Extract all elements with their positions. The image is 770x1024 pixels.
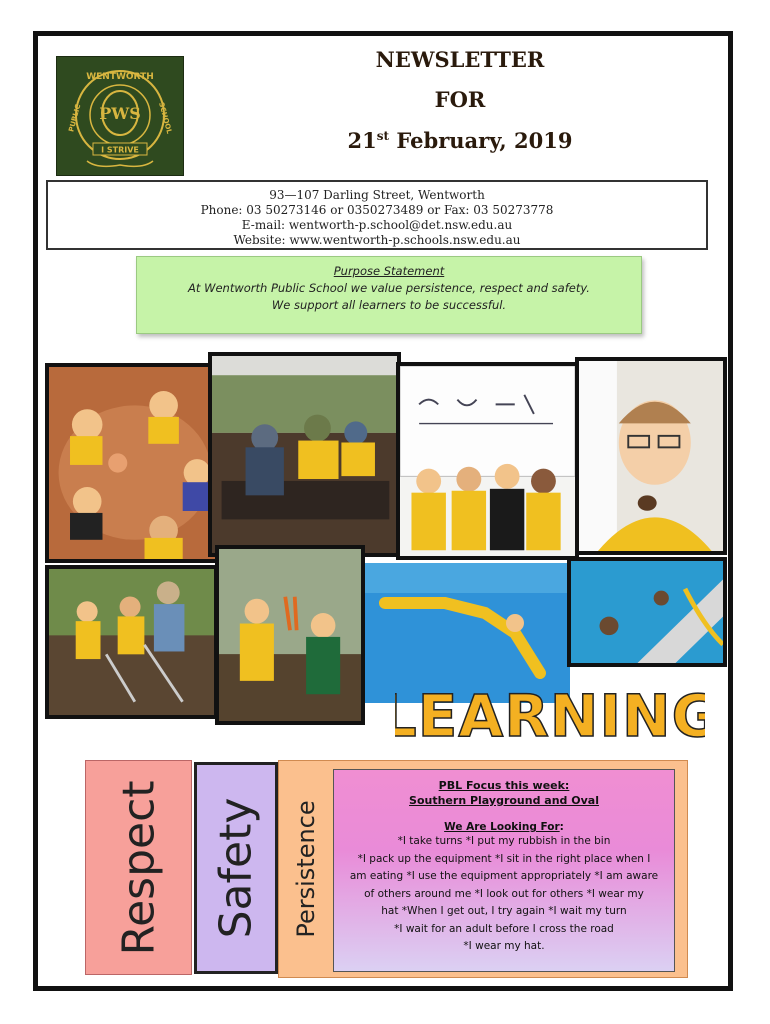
- logo-motto: I STRIVE: [101, 145, 139, 155]
- logo-top-text: WENTWORTH: [86, 72, 154, 82]
- pbl-focus-area: Southern Playground and Oval: [409, 794, 599, 807]
- newsletter-title: NEWSLETTER: [375, 47, 545, 72]
- photo-kids-whiteboard: [396, 362, 579, 560]
- pbl-focus-heading: PBL Focus this week:: [438, 779, 570, 792]
- photo-kids-garden-bed: [208, 352, 401, 557]
- expectation-line: of others around me *I look out for others *I wear my: [364, 887, 644, 900]
- photo-kids-garden-tools: [45, 565, 218, 719]
- newsletter-date: 21st February, 2019: [347, 128, 573, 153]
- expectations-list: [334, 833, 674, 956]
- persistence-label: Persistence: [292, 800, 320, 938]
- photo-kids-carrots: [215, 545, 365, 725]
- email-address[interactable]: E-mail: wentworth-p.school@det.nsw.edu.au: [241, 218, 513, 232]
- school-logo: [56, 56, 184, 176]
- photo-kids-hands-in-dirt: [45, 363, 223, 563]
- looking-for-heading: We Are Looking For:: [444, 821, 564, 833]
- phone-numbers: Phone: 03 50273146 or 0350273489 or Fax: 03 50273778: [200, 203, 554, 217]
- expectation-line: am eating *I use the equipment appropriately *I am aware: [349, 870, 659, 882]
- purpose-line-1: At Wentworth Public School we value persistence, respect and safety.: [188, 281, 590, 295]
- photo-boy-with-glasses: [575, 357, 727, 555]
- respect-column: [85, 760, 192, 975]
- pbl-focus-panel: [333, 769, 675, 972]
- expectation-line: *I wait for an adult before I cross the road: [394, 922, 614, 935]
- safety-label: Safety: [210, 797, 262, 939]
- expectation-line: hat *When I get out, I try again *I wait my turn: [381, 905, 627, 917]
- safety-column: [194, 762, 278, 974]
- respect-label: Respect: [113, 779, 164, 956]
- expectation-line: *I pack up the equipment *I sit in the right place when I: [357, 852, 651, 865]
- address: 93—107 Darling Street, Wentworth: [269, 188, 485, 202]
- purpose-line-2: We support all learners to be successful.: [271, 298, 507, 312]
- learning-banner: [395, 676, 705, 746]
- purpose-statement: [136, 256, 642, 334]
- expectation-line: *I wear my hat.: [463, 940, 545, 952]
- newsletter-for: FOR: [434, 87, 486, 112]
- logo-initials: PWS: [99, 104, 141, 123]
- learning-word: LEARNING: [395, 682, 705, 746]
- expectation-line: *I take turns *I put my rubbish in the bin: [397, 835, 611, 847]
- logo-right-text: SCHOOL: [157, 101, 174, 135]
- photo-kids-pool-edge: [567, 557, 727, 667]
- website-link[interactable]: Website: www.wentworth-p.schools.nsw.edu.au: [233, 233, 521, 247]
- purpose-heading: Purpose Statement: [333, 264, 445, 278]
- contact-box: [46, 180, 708, 250]
- logo-left-text: PUBLIC: [67, 103, 83, 133]
